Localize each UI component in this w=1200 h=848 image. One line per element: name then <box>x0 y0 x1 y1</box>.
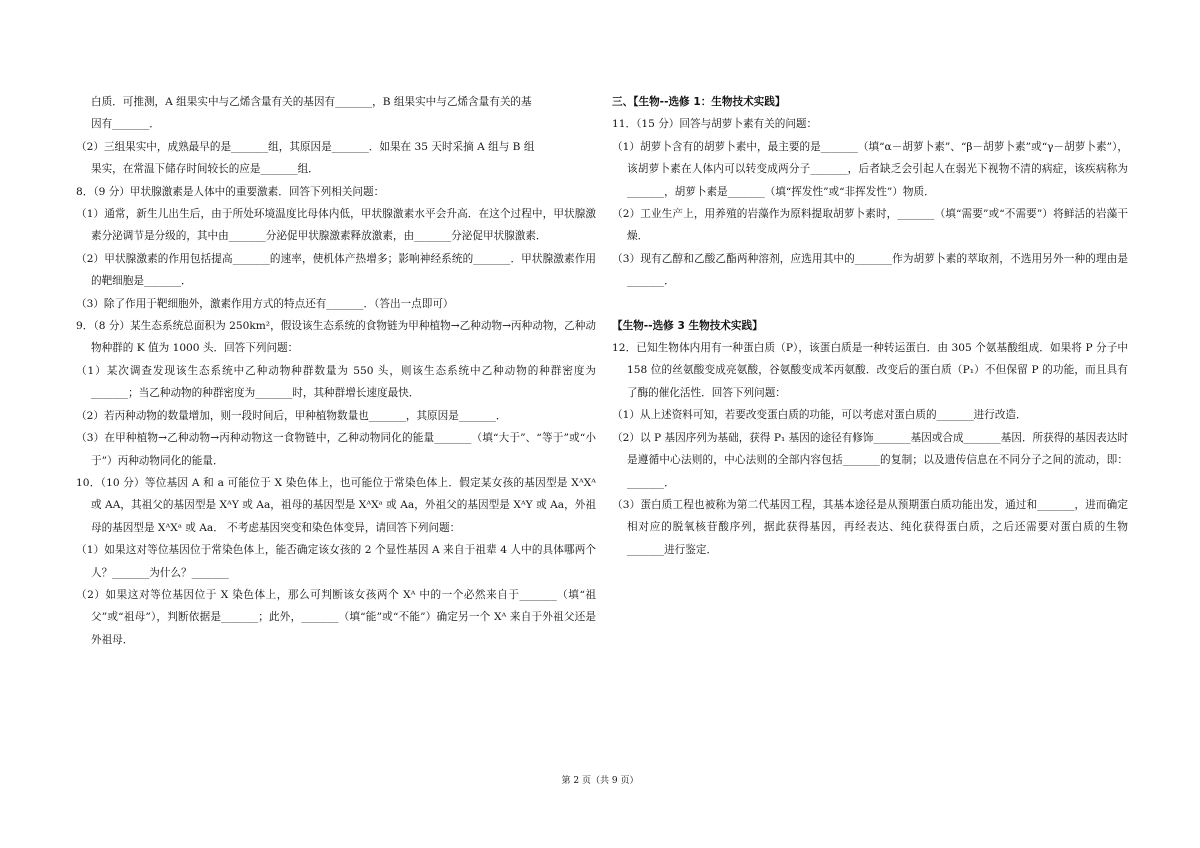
question-11-part-1: （1）胡萝卜含有的胡萝卜素中，最主要的是_______（填“α－胡萝卜素”、“β－胡萝卜素”或“γ－胡萝卜素”），该胡萝卜素在人体内可以转变成两分子_______，后者缺乏会引起人在弱光下视物不清的病症，该疾病称为_______，胡萝卜素是_______（填“挥发性”或“非挥发性”）物质． <box>612 140 1128 198</box>
paragraph-7-cont-2: 因有_______． <box>91 118 160 131</box>
question-7-part-2-cont: 果实，在常温下储存时间较长的应是_______组． <box>91 163 319 176</box>
question-10-part-2: （2）如果这对等位基因位于 X 染色体上，那么可判断该女孩两个 Xᴬ 中的一个必然来自于_______（填“祖父”或“祖母”），判断依据是_______；此外，_______（填“能”或“不能”）确定另一个 Xᴬ 来自于外祖父还是外祖母． <box>76 588 596 646</box>
right-column <box>612 91 1128 561</box>
section-3-heading: 三、【生物--选修 1：生物技术实践】 <box>612 96 786 108</box>
question-12-stem: 12．已知生物体内用有一种蛋白质（P），该蛋白质是一种转运蛋白．由 305 个氨基酸组成．如果将 P 分子中 158 位的丝氨酸变成亮氨酸，谷氨酸变成苯丙氨酸．改变后的蛋白质（P₁）不但保留 P 的功能，而且具有了酶的催化活性．回答下列问题： <box>612 342 1128 399</box>
question-10-stem: 10．（10 分）等位基因 A 和 a 可能位于 X 染色体上，也可能位于常染色体上．假定某女孩的基因型是 XᴬXᴬ 或 AA，其祖父的基因型是 XᴬY 或 Aa，祖母的基因型是 XᴬXᵃ 或 Aa，外祖父的基因型是 XᴬY 或 Aa，外祖母的基因型是 XᴬXᵃ 或 Aa． 不考虑基因突变和染色体变异，请回答下列问题： <box>76 476 596 534</box>
question-10-part-1: （1）如果这对等位基因位于常染色体上，能否确定该女孩的 2 个显性基因 A 来自于祖辈 4 人中的具体哪两个人？_______为什么？_______ <box>76 544 596 579</box>
left-column <box>76 91 596 651</box>
question-7-part-2: （2）三组果实中，成熟最早的是_______组，其原因是_______．如果在 35 天时采摘 A 组与 B 组 <box>76 140 535 153</box>
question-12-part-1: （1）从上述资料可知，若要改变蛋白质的功能，可以考虑对蛋白质的_______进行改造． <box>612 409 1027 422</box>
question-8-part-2: （2）甲状腺激素的作用包括提高_______的速率，使机体产热增多；影响神经系统的_______．甲状腺激素作用的靶细胞是_______． <box>76 252 596 288</box>
question-9-part-3: （3）在甲种植物→乙种动物→丙种动物这一食物链中，乙种动物同化的能量_______（填“大于”、“等于”或“小于”）丙种动物同化的能量． <box>76 432 596 467</box>
question-12-part-3: （3）蛋白质工程也被称为第二代基因工程，其基本途径是从预期蛋白质功能出发，通过和_______，进而确定相对应的脱氧核苷酸序列，据此获得基因，再经表达、纯化获得蛋白质，之后还需要对蛋白质的生物_______进行鉴定． <box>612 498 1128 556</box>
question-9-stem: 9．（8 分）某生态系统总面积为 250km²，假设该生态系统的食物链为甲种植物→乙种动物→丙种动物，乙种动物种群的 K 值为 1000 头．回答下列问题： <box>76 320 596 355</box>
spacer <box>612 293 1128 315</box>
question-8-part-1: （1）通常，新生儿出生后，由于所处环境温度比母体内低，甲状腺激素水平会升高．在这个过程中，甲状腺激素分泌调节是分级的，其中由_______分泌促甲状腺激素释放激素，由_______分泌促甲状腺激素． <box>76 208 596 243</box>
question-9-part-2: （2）若丙种动物的数量增加，则一段时间后，甲种植物数量也_______，其原因是_______． <box>76 409 507 422</box>
question-11-part-2: （2）工业生产上，用养殖的岩藻作为原料提取胡萝卜素时，_______（填“需要”或“不需要”）将鲜活的岩藻干燥． <box>612 208 1128 243</box>
elective-3-heading: 【生物--选修 3 生物技术实践】 <box>612 319 763 332</box>
question-12-part-2: （2）以 P 基因序列为基础，获得 P₁ 基因的途径有修饰_______基因或合成_______基因．所获得的基因表达时是遵循中心法则的，中心法则的全部内容包括_______的复制；以及遗传信息在不同分子之间的流动，即：_______． <box>612 431 1128 489</box>
question-9-part-1: （1）某次调查发现该生态系统中乙种动物种群数量为 550 头，则该生态系统中乙种动物的种群密度为_______；当乙种动物的种群密度为_______时，其种群增长速度最快． <box>76 364 596 400</box>
question-11-part-3: （3）现有乙醇和乙酸乙酯两种溶剂，应选用其中的_______作为胡萝卜素的萃取剂，不选用另外一种的理由是_______． <box>612 252 1128 288</box>
paragraph-7-cont-1: 白质．可推测，A 组果实中与乙烯含量有关的基因有_______，B 组果实中与乙烯含量有关的基 <box>91 96 532 108</box>
question-8-part-3: （3）除了作用于靶细胞外，激素作用方式的特点还有_______．（答出一点即可） <box>76 297 454 310</box>
question-8-stem: 8．（9 分）甲状腺激素是人体中的重要激素．回答下列相关问题： <box>76 185 385 198</box>
question-11-stem: 11．（15 分）回答与胡萝卜素有关的问题： <box>612 118 818 131</box>
page-number-footer: 第 2 页（共 9 页） <box>561 776 639 786</box>
